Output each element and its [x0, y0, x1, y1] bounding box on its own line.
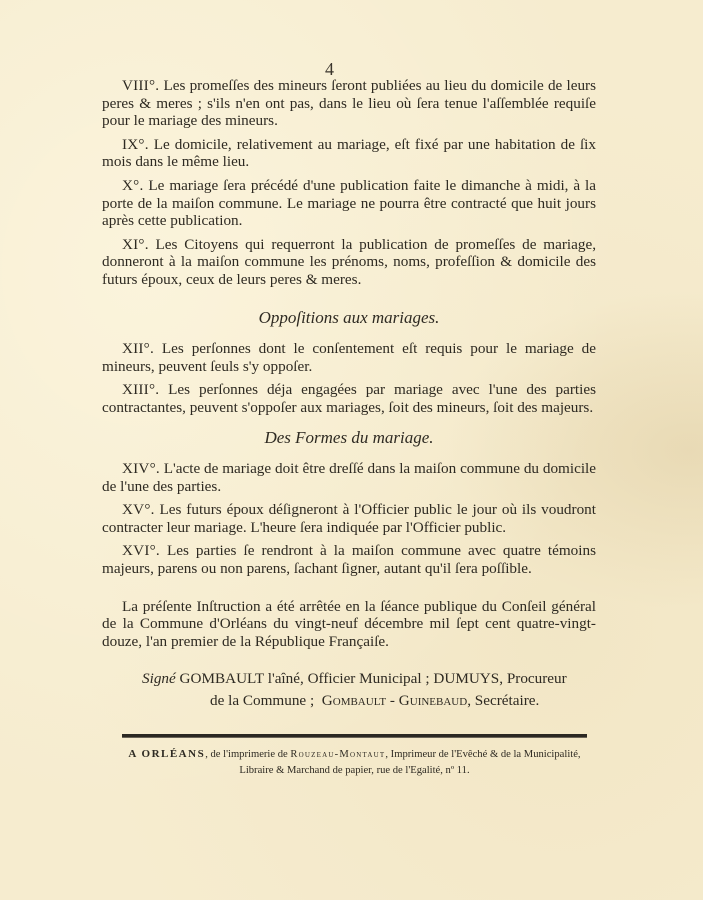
article-text: L'acte de mariage doit être dreſſé dans la maiſon commune du domicile de l'une des parties.	[102, 460, 596, 495]
article-text: Les parties ſe rendront à la maiſon commune avec quatre témoins majeurs, parens ou non parens, ſachant ſigner, autant qu'il ſera poſſible.	[102, 542, 596, 578]
article-text: Les promeſſes des mineurs ſeront publiées au lieu du domicile de leurs peres & meres ; s'ils n'en ont pas, dans le lieu où ſera tenue l'aſſemblée requiſe pour le mariage des mineurs.	[102, 77, 597, 130]
article-number: XVI°.	[122, 542, 160, 560]
section-heading-formes: Des Formes du mariage.	[264, 427, 434, 447]
imprint-city: A ORLÉANS	[128, 748, 206, 760]
article-text: Les futurs époux déſigneront à l'Officier public le jour où ils voudront contracter leur mariage. L'heure ſera indiquée par l'Officier public.	[102, 501, 596, 536]
article-number: XIII°.	[122, 381, 160, 399]
article-number: IX°.	[122, 135, 149, 153]
article-xv	[102, 501, 596, 536]
article-text: Le mariage ſera précédé d'une publication faite le dimanche à midi, à la porte de la maiſon commune. Le mariage ne pourra être contracté que huit jours après cette publication.	[102, 176, 597, 230]
article-text: Le domicile, relativement au mariage, eſt fixé par une habitation de ſix mois dans le même lieu.	[102, 135, 596, 171]
page-number: 4	[325, 59, 334, 79]
article-xii	[102, 340, 596, 375]
horizontal-rule	[122, 734, 587, 738]
secretary-name: Gombault - Guinebaud	[321, 692, 468, 710]
article-text: Les Citoyens qui requerront la publication de promeſſes de mariage, donneront à la maiſon commune les prénoms, noms, profeſſion & domicile des futurs époux, ceux de leurs peres & meres.	[102, 235, 597, 288]
article-xiii	[102, 381, 596, 416]
imprint-post: , Imprimeur de l'Evêché & de la Municipalité, Libraire & Marchand de papier, rue de l'Egalité, nº 11.	[239, 749, 581, 776]
article-xiv	[102, 460, 596, 495]
article-text: Les perſonnes dont le conſentement eſt requis pour le mariage de mineurs, peuvent ſeuls s'y oppoſer.	[102, 340, 596, 375]
signature-line-2	[102, 692, 596, 710]
article-text: Les perſonnes déja engagées par mariage avec l'une des parties contractantes, peuvent s'oppoſer aux mariages, ſoit des mineurs, ſoit des majeurs.	[102, 381, 597, 416]
article-number: VIII°.	[122, 77, 160, 94]
article-number: XIV°.	[122, 460, 160, 478]
imprint-pre: , de l'imprimerie de	[205, 749, 291, 760]
printer-imprint	[122, 746, 587, 779]
article-number: X°.	[122, 176, 144, 194]
article-number: XV°.	[122, 501, 155, 519]
signature-commune: de la Commune ;	[210, 692, 315, 710]
article-x	[102, 177, 596, 230]
signature-block	[102, 670, 596, 709]
article-ix	[102, 136, 596, 171]
imprint-printer: Rouzeau-Montaut	[290, 749, 386, 760]
article-number: XII°.	[122, 340, 154, 358]
article-xvi	[102, 542, 596, 577]
article-viii	[102, 77, 596, 130]
signatories: GOMBAULT l'aîné, Officier Municipal ; DUMUYS, Procureur	[179, 670, 567, 688]
closing-paragraph: La préſente Inſtruction a été arrêtée en la ſéance publique du Conſeil général de la Commune d'Orléans du vingt-neuf décembre mil ſept cent quatre-vingt-douze, l'an premier de la République Françaiſe.	[102, 597, 596, 650]
article-number: XI°.	[122, 235, 149, 253]
section-heading-oppositions: Oppoſitions aux mariages.	[258, 307, 440, 327]
secretary-title: , Secrétaire.	[467, 692, 540, 710]
signe-label: Signé	[142, 670, 176, 688]
signature-line-1	[102, 670, 596, 688]
document-body	[102, 77, 596, 710]
article-xi	[102, 236, 596, 289]
